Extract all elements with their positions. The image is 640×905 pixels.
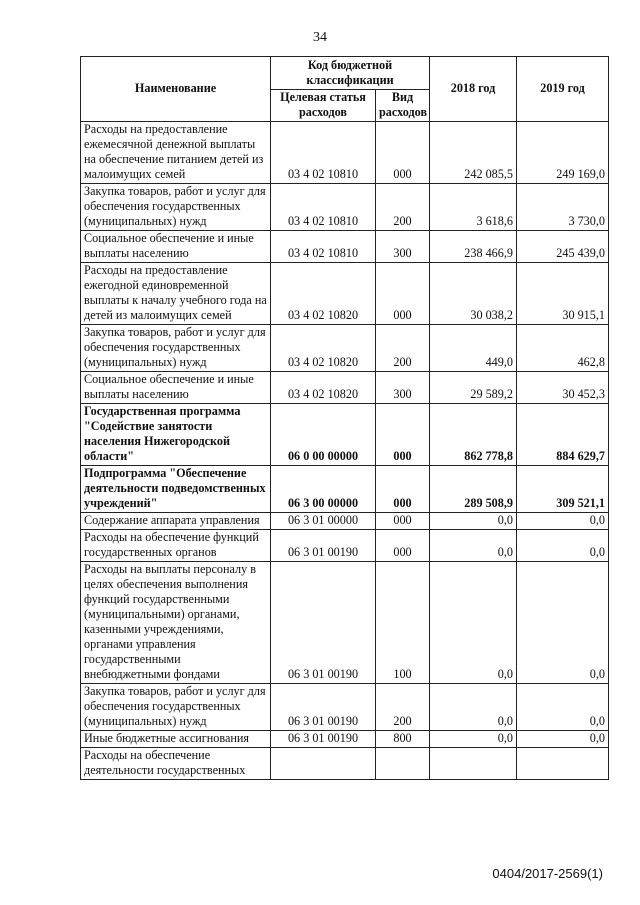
row-name: Иные бюджетные ассигнования	[81, 731, 271, 748]
row-target-article: 06 3 01 00190	[271, 562, 376, 684]
row-expense-kind	[376, 748, 430, 780]
row-value-2018: 0,0	[430, 684, 517, 731]
row-expense-kind: 200	[376, 325, 430, 372]
header-target-article: Целевая статья расходов	[271, 90, 376, 122]
table-header	[81, 57, 609, 122]
table-body	[81, 122, 609, 780]
row-value-2018: 449,0	[430, 325, 517, 372]
row-value-2018: 0,0	[430, 731, 517, 748]
table-row	[81, 684, 609, 731]
row-name: Закупка товаров, работ и услуг для обеспечения государственных (муниципальных) нужд	[81, 184, 271, 231]
row-name: Расходы на обеспечение деятельности государственных	[81, 748, 271, 780]
table-row	[81, 530, 609, 562]
row-name: Расходы на обеспечение функций государственных органов	[81, 530, 271, 562]
header-year-2019: 2019 год	[517, 57, 609, 122]
table-row	[81, 231, 609, 263]
header-year-2018: 2018 год	[430, 57, 517, 122]
header-name: Наименование	[81, 57, 271, 122]
row-target-article: 06 0 00 00000	[271, 404, 376, 466]
table-row	[81, 466, 609, 513]
row-name: Государственная программа "Содействие занятости населения Нижегородской области"	[81, 404, 271, 466]
row-value-2018: 0,0	[430, 530, 517, 562]
row-value-2019: 462,8	[517, 325, 609, 372]
row-expense-kind: 000	[376, 122, 430, 184]
table-row	[81, 748, 609, 780]
row-name: Расходы на предоставление ежемесячной денежной выплаты на обеспечение питанием детей из малоимущих семей	[81, 122, 271, 184]
row-name: Подпрограмма "Обеспечение деятельности подведомственных учреждений"	[81, 466, 271, 513]
header-expense-kind: Вид расходов	[376, 90, 430, 122]
table-row	[81, 731, 609, 748]
table-row	[81, 513, 609, 530]
row-value-2018	[430, 748, 517, 780]
row-target-article: 03 4 02 10820	[271, 263, 376, 325]
page-number: 34	[313, 30, 327, 45]
row-value-2019: 245 439,0	[517, 231, 609, 263]
row-expense-kind: 800	[376, 731, 430, 748]
table-row	[81, 263, 609, 325]
row-value-2019	[517, 748, 609, 780]
row-name: Социальное обеспечение и иные выплаты населению	[81, 231, 271, 263]
row-value-2019: 3 730,0	[517, 184, 609, 231]
row-expense-kind: 000	[376, 466, 430, 513]
document-id: 0404/2017-2569(1)	[492, 866, 603, 881]
row-target-article: 06 3 01 00000	[271, 513, 376, 530]
row-expense-kind: 000	[376, 513, 430, 530]
header-code-group: Код бюджетной классификации	[271, 57, 430, 90]
row-target-article: 06 3 00 00000	[271, 466, 376, 513]
table-row	[81, 122, 609, 184]
row-target-article: 06 3 01 00190	[271, 731, 376, 748]
row-value-2018: 3 618,6	[430, 184, 517, 231]
row-value-2018: 0,0	[430, 513, 517, 530]
table-row	[81, 325, 609, 372]
row-value-2019: 30 915,1	[517, 263, 609, 325]
row-target-article: 06 3 01 00190	[271, 530, 376, 562]
row-value-2019: 0,0	[517, 731, 609, 748]
row-name: Содержание аппарата управления	[81, 513, 271, 530]
row-value-2019: 0,0	[517, 513, 609, 530]
table-row	[81, 404, 609, 466]
row-value-2019: 0,0	[517, 530, 609, 562]
row-name: Закупка товаров, работ и услуг для обеспечения государственных (муниципальных) нужд	[81, 684, 271, 731]
row-value-2018: 242 085,5	[430, 122, 517, 184]
row-target-article: 06 3 01 00190	[271, 684, 376, 731]
table-row	[81, 562, 609, 684]
row-target-article: 03 4 02 10820	[271, 372, 376, 404]
row-expense-kind: 000	[376, 404, 430, 466]
row-value-2018: 862 778,8	[430, 404, 517, 466]
row-expense-kind: 000	[376, 530, 430, 562]
row-expense-kind: 300	[376, 231, 430, 263]
row-name: Расходы на предоставление ежегодной единовременной выплаты к началу учебного года на детей из малоимущих семей	[81, 263, 271, 325]
row-target-article	[271, 748, 376, 780]
row-value-2018: 238 466,9	[430, 231, 517, 263]
row-value-2019: 249 169,0	[517, 122, 609, 184]
row-expense-kind: 200	[376, 684, 430, 731]
row-value-2018: 289 508,9	[430, 466, 517, 513]
row-target-article: 03 4 02 10810	[271, 122, 376, 184]
row-value-2019: 0,0	[517, 684, 609, 731]
row-value-2018: 30 038,2	[430, 263, 517, 325]
row-name: Закупка товаров, работ и услуг для обеспечения государственных (муниципальных) нужд	[81, 325, 271, 372]
row-name: Социальное обеспечение и иные выплаты населению	[81, 372, 271, 404]
row-expense-kind: 200	[376, 184, 430, 231]
row-name: Расходы на выплаты персоналу в целях обеспечения выполнения функций государственными (муниципальными) органами, казенными учреждениями, органами управления государственными внебюджетными фондами	[81, 562, 271, 684]
row-value-2019: 0,0	[517, 562, 609, 684]
row-expense-kind: 000	[376, 263, 430, 325]
table-row	[81, 372, 609, 404]
row-value-2019: 884 629,7	[517, 404, 609, 466]
row-target-article: 03 4 02 10810	[271, 184, 376, 231]
table-row	[81, 184, 609, 231]
row-target-article: 03 4 02 10820	[271, 325, 376, 372]
row-target-article: 03 4 02 10810	[271, 231, 376, 263]
row-value-2019: 30 452,3	[517, 372, 609, 404]
row-expense-kind: 100	[376, 562, 430, 684]
row-value-2018: 29 589,2	[430, 372, 517, 404]
budget-table	[80, 56, 609, 780]
row-expense-kind: 300	[376, 372, 430, 404]
row-value-2018: 0,0	[430, 562, 517, 684]
row-value-2019: 309 521,1	[517, 466, 609, 513]
